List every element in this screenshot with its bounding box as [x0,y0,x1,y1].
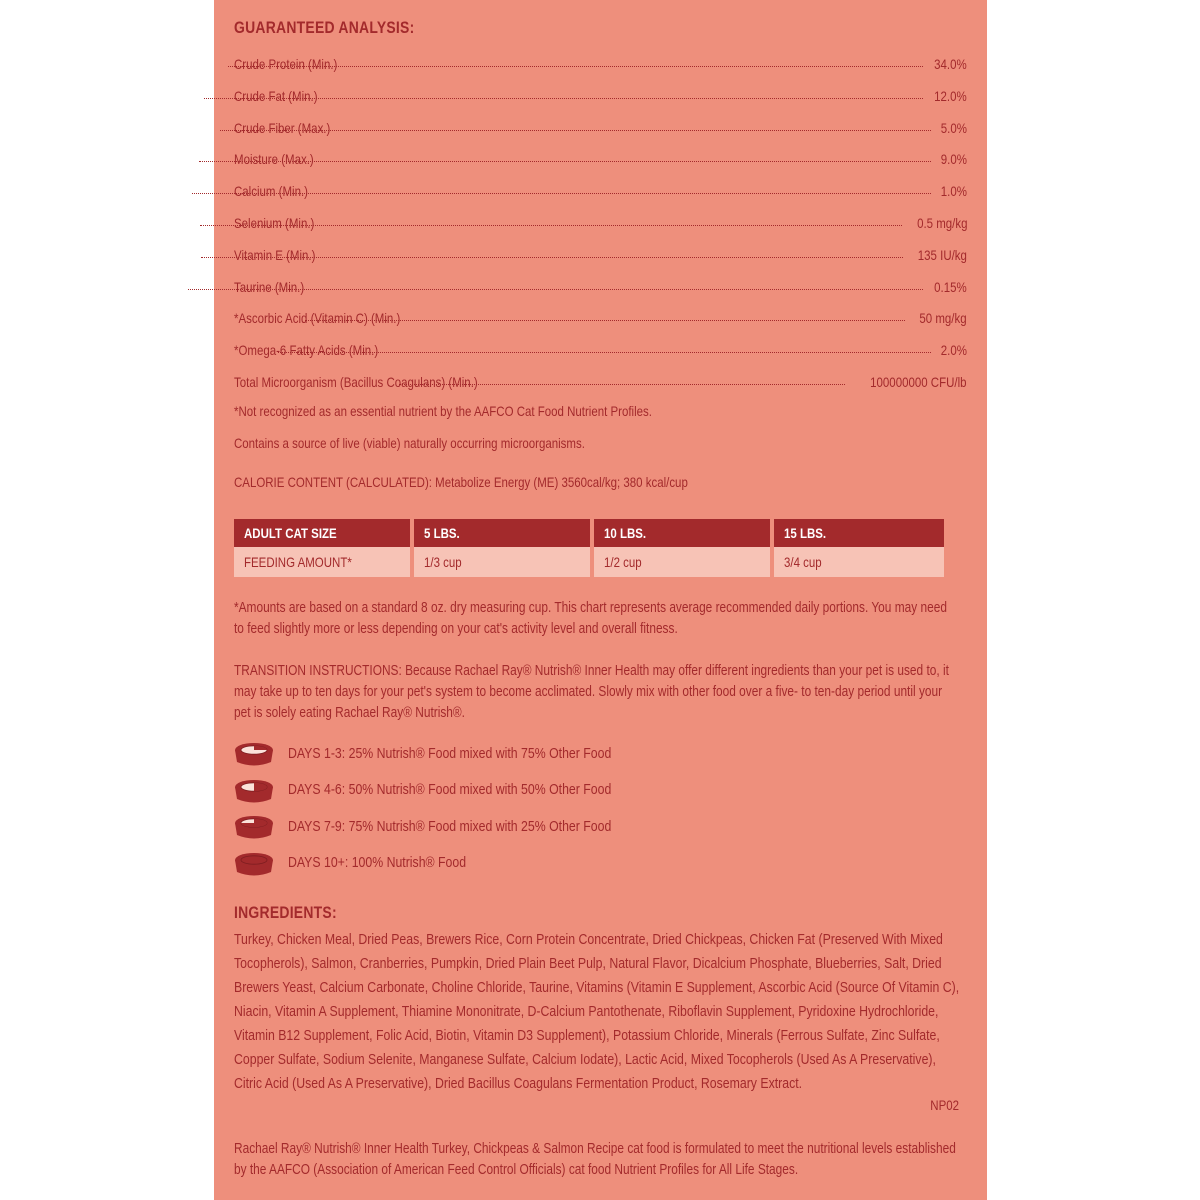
nutrient-value: 2.0% [940,342,967,359]
analysis-row [234,241,967,263]
food-bowl-icon [234,738,274,768]
nutrient-value: 9.0% [940,151,967,168]
food-bowl-icon [234,811,274,841]
nutrient-value: 0.5 mg/kg [916,215,967,231]
ingredients-title: INGREDIENTS: [234,903,337,922]
step-text: DAYS 4-6: 50% Nutrish® Food mixed with 50% Other Food [288,781,612,798]
transition-instructions: TRANSITION INSTRUCTIONS: Because Rachael Ray® Nutrish® Inner Health may offer different ingredients than your pet is used to, it may take up to ten days for your pet's system to become acclimated. Slowly mix with other food over a five- to ten-day period until your pet is solely eating Rachael Ray® Nutrish®. [234,663,949,721]
row-cell: 3/4 cup [774,547,944,577]
food-bowl-icon [234,775,274,805]
nutrient-label: Crude Fat (Min.) [234,87,318,104]
analysis-row [234,209,967,231]
ingredients-list: Turkey, Chicken Meal, Dried Peas, Brewers Rice, Corn Protein Concentrate, Dried Chickpeas, Chicken Fat (Preserved With Mixed Tocopherols), Salmon, Cranberries, Pumpkin, Dried Plain Beet Pulp, Natural Flavor, Dicalcium Phosphate, Blueberries, Salt, Dried Brewers Yeast, Calcium Carbonate, Choline Chloride, Taurine, Vitamins (Vitamin E Supplement, Ascorbic Acid (Source Of Vitamin C), Niacin, Vitamin A Supplement, Thiamine Mononitrate, D-Calcium Pantothenate, Riboflavin Supplement, Pyridoxine Hydrochloride, Vitamin B12 Supplement, Folic Acid, Biotin, Vitamin D3 Supplement), Potassium Chloride, Minerals (Ferrous Sulfate, Zinc Sulfate, Copper Sulfate, Sodium Selenite, Manganese Sulfate, Calcium Iodate), Lactic Acid, Mixed Tocopherols (Used As A Preservative), Citric Acid (Used As A Preservative), Dried Bacillus Coagulans Fermentation Product, Rosemary Extract. [234,931,960,1092]
analysis-row [234,50,967,72]
feeding-table-header [234,519,944,547]
nutrient-label: Moisture (Max.) [234,151,314,168]
nutrient-value: 0.15% [934,278,967,295]
analysis-row [234,145,967,167]
header-cell: 10 LBS. [594,519,770,547]
nutrient-value: 5.0% [940,119,967,136]
feeding-note: *Amounts are based on a standard 8 oz. dry measuring cup. This chart represents average recommended daily portions. You may need to feed slightly more or less depending on your cat's activity level and overall fitness. [234,600,947,637]
nutrient-label: *Ascorbic Acid (Vitamin C) (Min.) [234,310,401,327]
feeding-table-row [234,547,944,577]
food-bowl-icon [234,848,274,878]
header-cell: ADULT CAT SIZE [234,519,410,547]
nutrient-label: Crude Fiber (Max.) [234,119,331,136]
nutrient-value: 50 mg/kg [919,310,967,327]
nutrient-label: Taurine (Min.) [234,278,305,295]
nutrient-label: Selenium (Min.) [234,215,315,231]
nutrient-label: Crude Protein (Min.) [234,56,338,72]
live-microorganisms-note: Contains a source of live (viable) naturally occurring microorganisms. [234,435,585,451]
analysis-row [234,336,967,358]
nutrient-label: Vitamin E (Min.) [234,246,316,263]
step-text: DAYS 7-9: 75% Nutrish® Food mixed with 25% Other Food [288,817,612,835]
label-panel [214,0,987,1200]
aafco-footnote: *Not recognized as an essential nutrient by the AAFCO Cat Food Nutrient Profiles. [234,403,652,419]
feeding-table [230,519,948,577]
analysis-row [234,177,967,199]
row-cell: 1/2 cup [594,547,770,577]
calorie-content: CALORIE CONTENT (CALCULATED): Metabolize Energy (ME) 3560cal/kg; 380 kcal/cup [234,474,688,490]
nutrient-value: 135 IU/kg [917,246,967,263]
analysis-row [234,82,967,104]
nutrient-label: *Omega-6 Fatty Acids (Min.) [234,342,379,359]
aafco-statement: Rachael Ray® Nutrish® Inner Health Turkey, Chickpeas & Salmon Recipe cat food is formulated to meet the nutritional levels established by the AAFCO (Association of American Feed Control Officials) cat food Nutrient Profiles for All Life Stages. [234,1141,956,1178]
transition-step [234,738,682,768]
transition-step [234,811,682,841]
analysis-row [234,114,967,136]
transition-step [234,775,682,805]
row-cell: FEEDING AMOUNT* [234,547,410,577]
analysis-row [234,304,967,326]
nutrient-value: 12.0% [934,87,967,104]
header-cell: 15 LBS. [774,519,944,547]
guaranteed-analysis-title: GUARANTEED ANALYSIS: [234,18,415,37]
header-cell: 5 LBS. [414,519,590,547]
analysis-row [234,273,967,295]
nutrient-value: 100000000 CFU/lb [870,374,967,390]
transition-step [234,848,505,878]
nutrient-value: 34.0% [934,56,967,72]
nutrient-value: 1.0% [940,183,967,200]
step-text: DAYS 1-3: 25% Nutrish® Food mixed with 75% Other Food [288,744,612,762]
product-code: NP02 [930,1097,959,1113]
nutrient-label: Calcium (Min.) [234,183,308,200]
analysis-row [234,368,967,390]
nutrient-label: Total Microorganism (Bacillus Coagulans) (Min.) [234,374,478,390]
step-text: DAYS 10+: 100% Nutrish® Food [288,854,467,871]
row-cell: 1/3 cup [414,547,590,577]
